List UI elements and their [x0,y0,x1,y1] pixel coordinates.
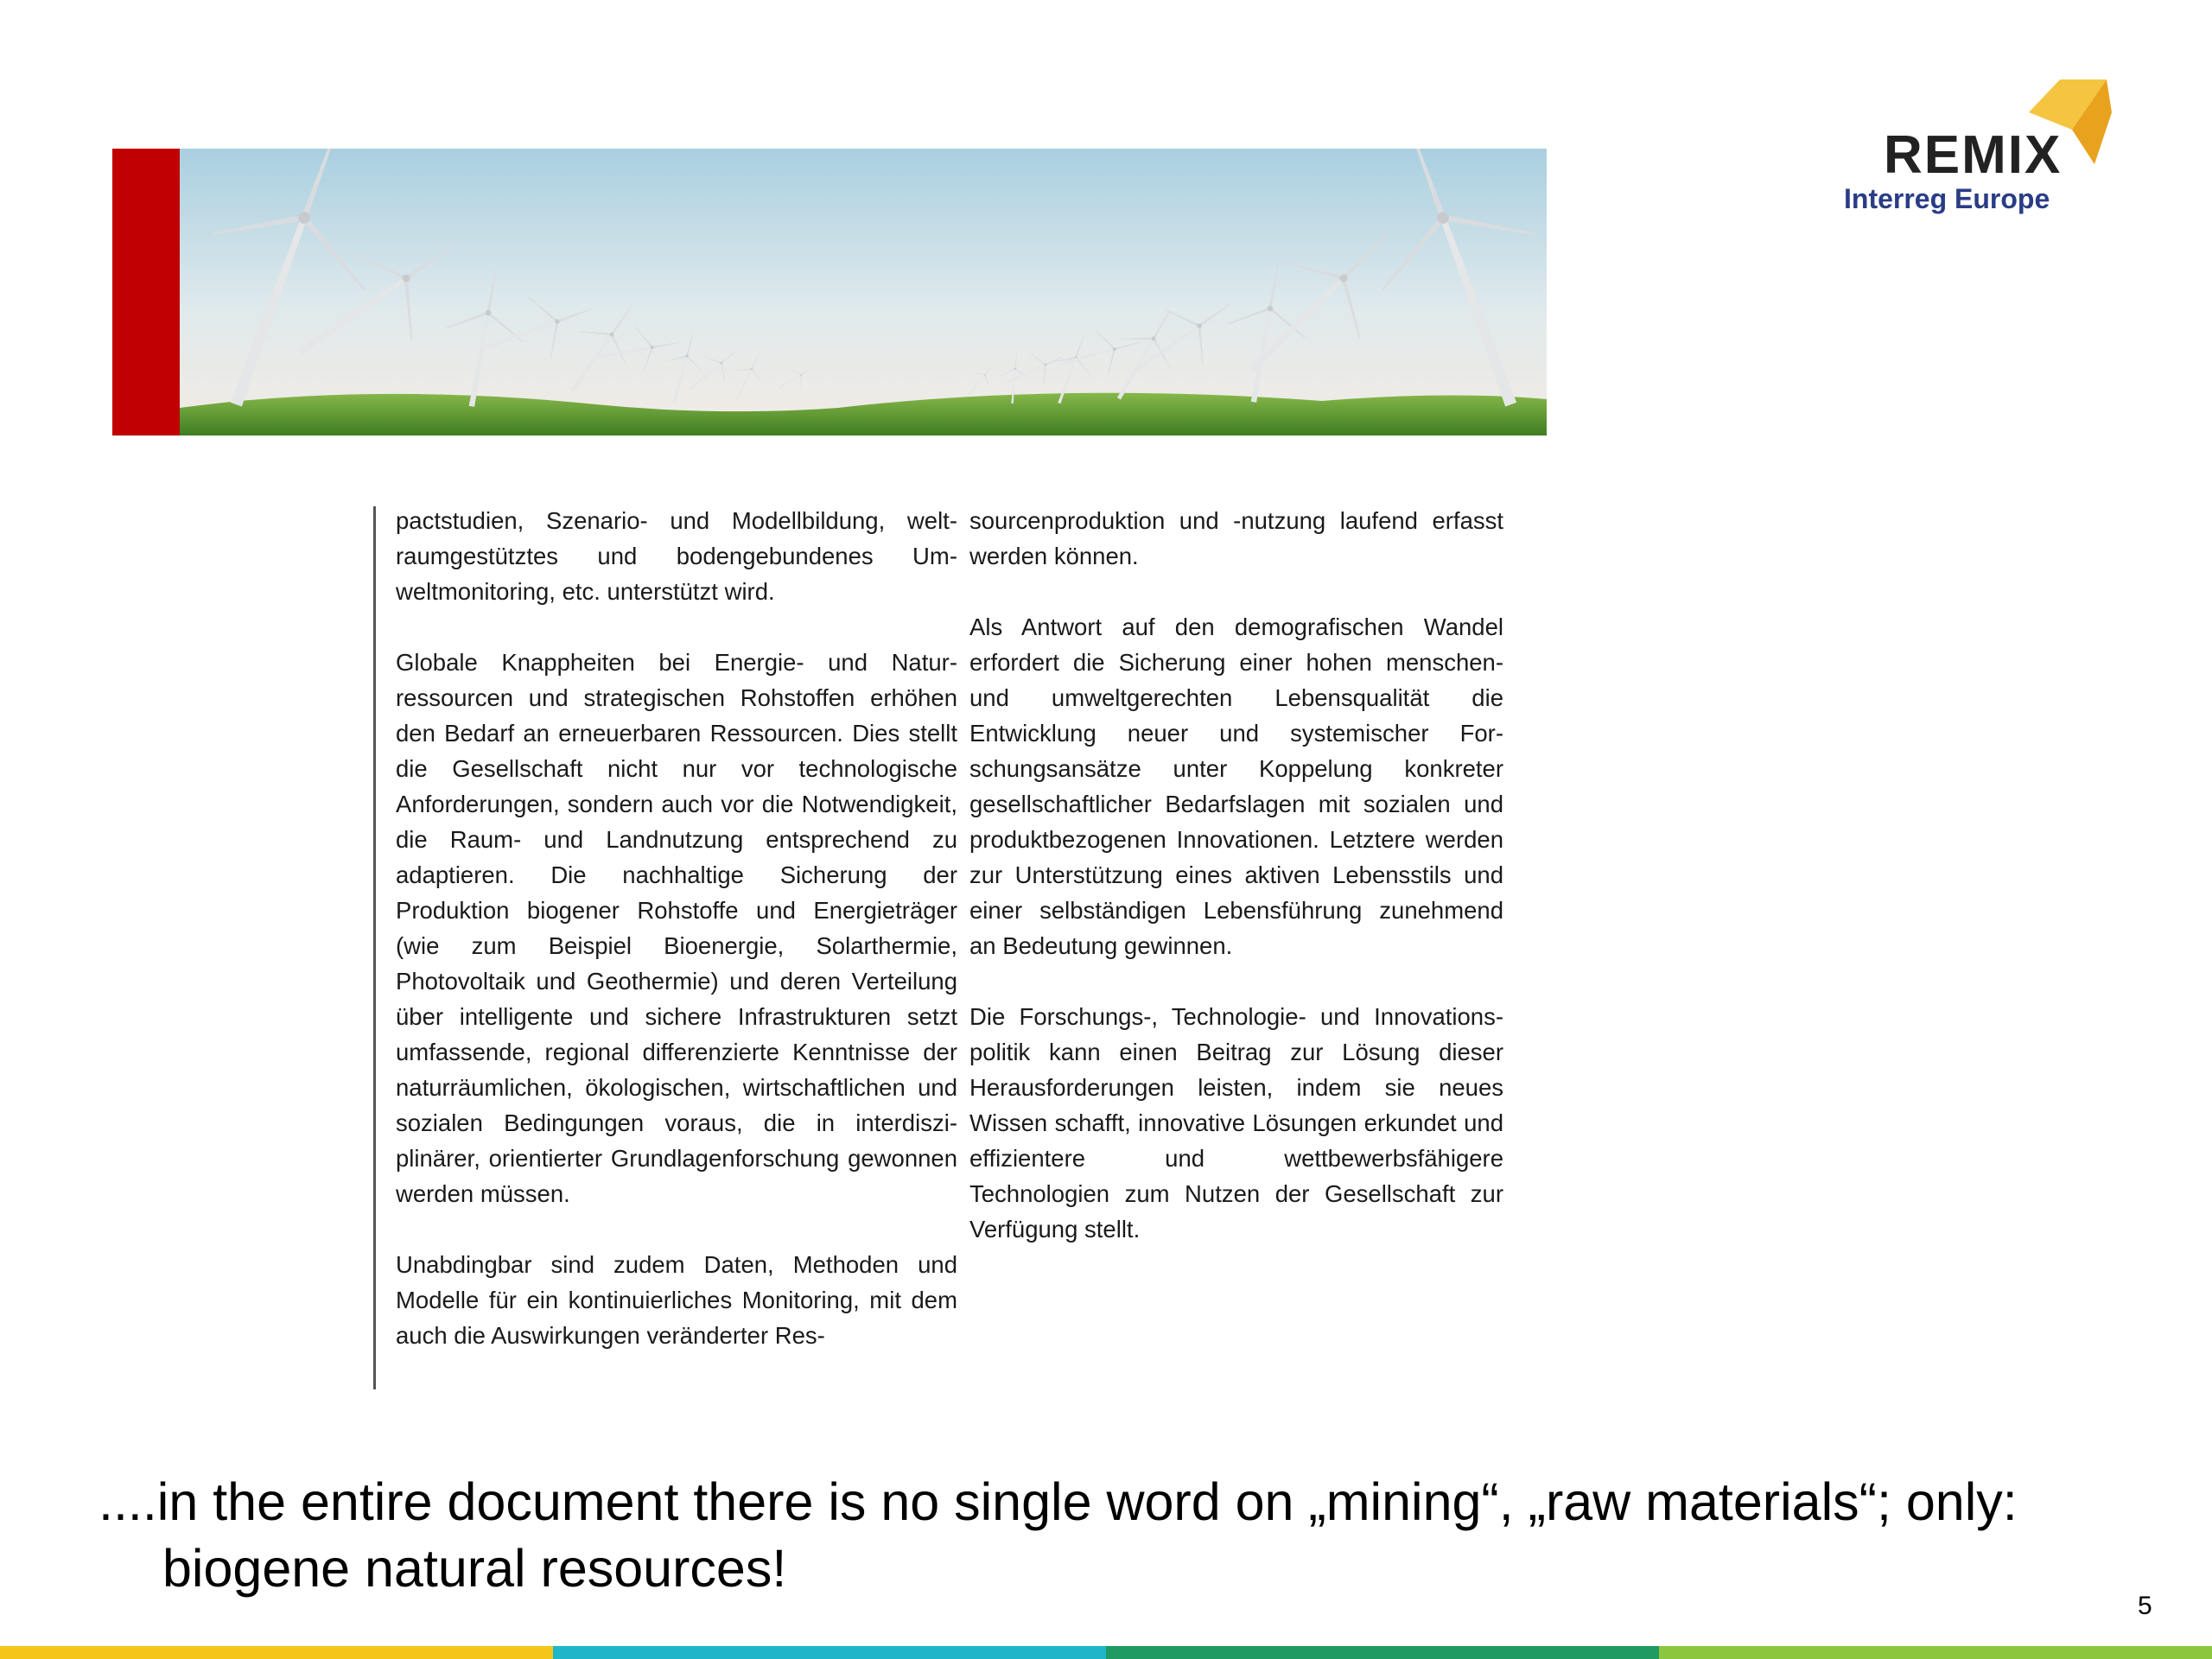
wind-turbines-icon [112,149,1547,435]
paragraph: Globale Knappheiten bei Energie- und Naturressourcen und strategischen Rohstoffen erhöhen den Bedarf an erneuerbaren Ressourcen. Dies stellt die Gesellschaft nicht nur vor technologische Anforderungen, sondern auch vor die Notwendigkeit, die Raum- und Landnutzung entsprechend zu adaptieren. Die nachhaltige Sicherung der Produktion biogener Rohstoffe und Energieträger (wie zum Beispiel Bioenergie, Solarthermie, Photovoltaik und Geothermie) und deren Verteilung über intelligente und sichere Infrastrukturen setzt umfassende, regional differenzierte Kenntnisse der naturräumlichen, ökologischen, wirtschaftlichen und sozialen Bedingungen voraus, die in interdisziplinärer, orientierter Grundlagenforschung gewonnen werden müssen. [396,649,957,1207]
paragraph: pactstudien, Szenario- und Modellbildung, weltraumgestütztes und bodengebundenes Umweltmonitoring, etc. unterstützt wird. [396,507,957,605]
header-banner [112,149,1547,435]
footer-segment-cyan [553,1646,1106,1659]
footer-segment-green [1106,1646,1659,1659]
margin-rule [373,506,376,1389]
document-excerpt [373,501,1505,1391]
page-number: 5 [2138,1592,2152,1620]
footer-segment-lime [1659,1646,2212,1659]
text-column-left [396,503,957,1389]
paragraph: Als Antwort auf den demografischen Wandel erfordert die Sicherung einer hohen menschen- und umweltgerechten Lebensqualität die Entwicklung neuer und systemischer Forschungsansätze unter Koppelung konkreter gesellschaftlicher Bedarfslagen mit sozialen und produktbezogenen Innovationen. Letztere werden zur Unterstützung eines aktiven Lebensstils und einer selbständigen Lebensführung zunehmend an Bedeutung gewinnen. [969,613,1503,959]
footer-segment-yellow [0,1646,553,1659]
paragraph: Unabdingbar sind zudem Daten, Methoden und Modelle für ein kontinuierliches Monitoring, mit dem auch die Auswirkungen veränderter Res- [396,1251,957,1349]
paragraph: Die Forschungs-, Technologie- und Innovationspolitik kann einen Beitrag zur Lösung dieser Herausforderungen leisten, indem sie neues Wissen schafft, innovative Lösungen erkundet und effizientere und wettbewerbsfähigere Technologien zum Nutzen der Gesellschaft zur Verfügung stellt. [969,1003,1503,1243]
text-column-right [969,503,1503,1282]
logo-subtitle: Interreg Europe [1844,183,2050,214]
logo-wordmark: REMIX [1884,125,2063,185]
footer-color-bar [0,1646,2212,1659]
paragraph: sourcenproduktion und -nutzung laufend erfasst werden können. [969,507,1503,569]
slide-note: ....in the entire document there is no single word on „mining“, „raw materials“; only: biogene natural resources! [99,1472,2018,1598]
remix-logo [1832,78,2126,225]
